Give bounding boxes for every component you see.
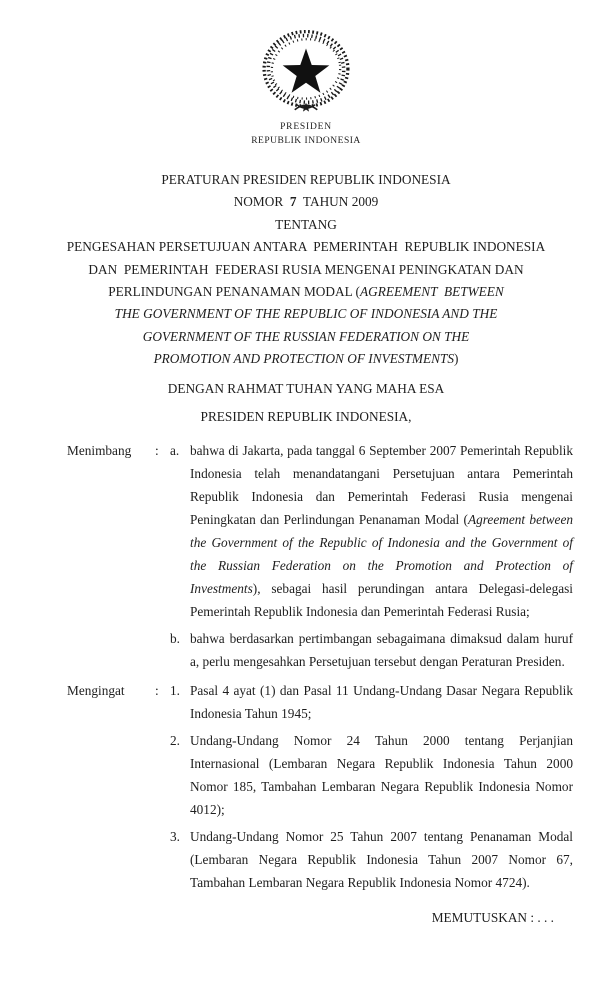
mengingat-item-3 <box>67 825 573 894</box>
mengingat-item-3-text: Undang-Undang Nomor 25 Tahun 2007 tentang Penanaman Modal (Lembaran Negara Republik Indonesia Tahun 2007 Nomor 67, Tambahan Lembaran Negara Republik Indonesia Nomor 4724). <box>190 829 573 891</box>
mengingat-item-1-text: Pasal 4 ayat (1) dan Pasal 11 Undang-Undang Dasar Negara Republik Indonesia Tahun 1945; <box>190 683 573 722</box>
menimbang-item-b <box>67 627 573 673</box>
letterhead <box>0 0 612 147</box>
mengingat-item-2-text: Undang-Undang Nomor 24 Tahun 2000 tentang Perjanjian Internasional (Lembaran Negara Republik Indonesia Tahun 2000 Nomor 185, Tambahan Lembaran Negara Republik Indonesia Nomor 4012); <box>190 733 573 818</box>
item-marker-1: 1. <box>170 683 180 699</box>
title-line-subject-6: PROMOTION AND PROTECTION OF INVESTMENTS) <box>153 351 459 367</box>
item-marker-3: 3. <box>170 829 180 845</box>
document-body <box>0 439 612 929</box>
spacer-label <box>67 729 155 821</box>
presidential-star-wreath-emblem-icon <box>256 28 356 120</box>
title-line-peraturan: PERATURAN PRESIDEN REPUBLIK INDONESIA <box>161 172 451 187</box>
spacer-colon <box>155 627 170 673</box>
regulation-title-block <box>0 169 612 428</box>
spacer-colon <box>155 825 170 894</box>
mengingat-colon: : <box>155 683 159 699</box>
menimbang-colon: : <box>155 443 159 459</box>
title-line-subject-3: PERLINDUNGAN PENANAMAN MODAL (AGREEMENT BETWEEN <box>108 284 504 300</box>
mengingat-label: Mengingat <box>67 683 125 699</box>
title-line-nomor-tahun: NOMOR 7 TAHUN 2009 <box>233 194 379 210</box>
mengingat-item-2 <box>67 729 573 821</box>
title-line-subject-5: GOVERNMENT OF THE RUSSIAN FEDERATION ON THE <box>142 328 470 344</box>
item-marker-b: b. <box>170 631 180 647</box>
issuer-line: PRESIDEN REPUBLIK INDONESIA, <box>200 409 412 425</box>
spacer-label <box>67 627 155 673</box>
title-line-subject-1: PENGESAHAN PERSETUJUAN ANTARA PEMERINTAH REPUBLIK INDONESIA <box>66 239 546 255</box>
emblem-caption-republik-indonesia: REPUBLIK INDONESIA <box>251 135 361 146</box>
emblem-caption-presiden: PRESIDEN <box>280 122 332 132</box>
menimbang-section <box>67 439 573 673</box>
memutuskan-continuation-line: MEMUTUSKAN : . . . <box>431 910 554 926</box>
menimbang-item-a <box>67 439 573 623</box>
invocation-line: DENGAN RAHMAT TUHAN YANG MAHA ESA <box>167 380 445 396</box>
spacer-colon <box>155 729 170 821</box>
title-line-tentang: TENTANG <box>275 216 337 232</box>
title-line-subject-2: DAN PEMERINTAH FEDERASI RUSIA MENGENAI PENINGKATAN DAN <box>88 261 524 277</box>
item-marker-2: 2. <box>170 733 180 749</box>
item-marker-a: a. <box>170 443 180 459</box>
menimbang-item-b-text: bahwa berdasarkan pertimbangan sebagaimana dimaksud dalam huruf a, perlu mengesahkan Persetujuan tersebut dengan Peraturan Presiden. <box>190 631 573 670</box>
menimbang-label: Menimbang <box>67 443 132 459</box>
title-line-subject-4: THE GOVERNMENT OF THE REPUBLIC OF INDONESIA AND THE <box>114 306 498 322</box>
menimbang-item-a-text: bahwa di Jakarta, pada tanggal 6 September 2007 Pemerintah Republik Indonesia telah menandatangani Persetujuan antara Pemerintah Republik Indonesia dan Pemerintah Federasi Rusia mengenai Peningkatan dan Perlindungan Penanaman Modal (Agreement between the Government of the Republic of Indonesia and the Government of the Russian Federation on the Promotion and Protection of Investments), sebagai hasil perundingan antara Delegasi-delegasi Pemerintah Republik Indonesia dan Pemerintah Federasi Rusia; <box>190 443 573 620</box>
spacer-label <box>67 825 155 894</box>
mengingat-item-1 <box>67 679 573 725</box>
mengingat-section <box>67 679 573 894</box>
